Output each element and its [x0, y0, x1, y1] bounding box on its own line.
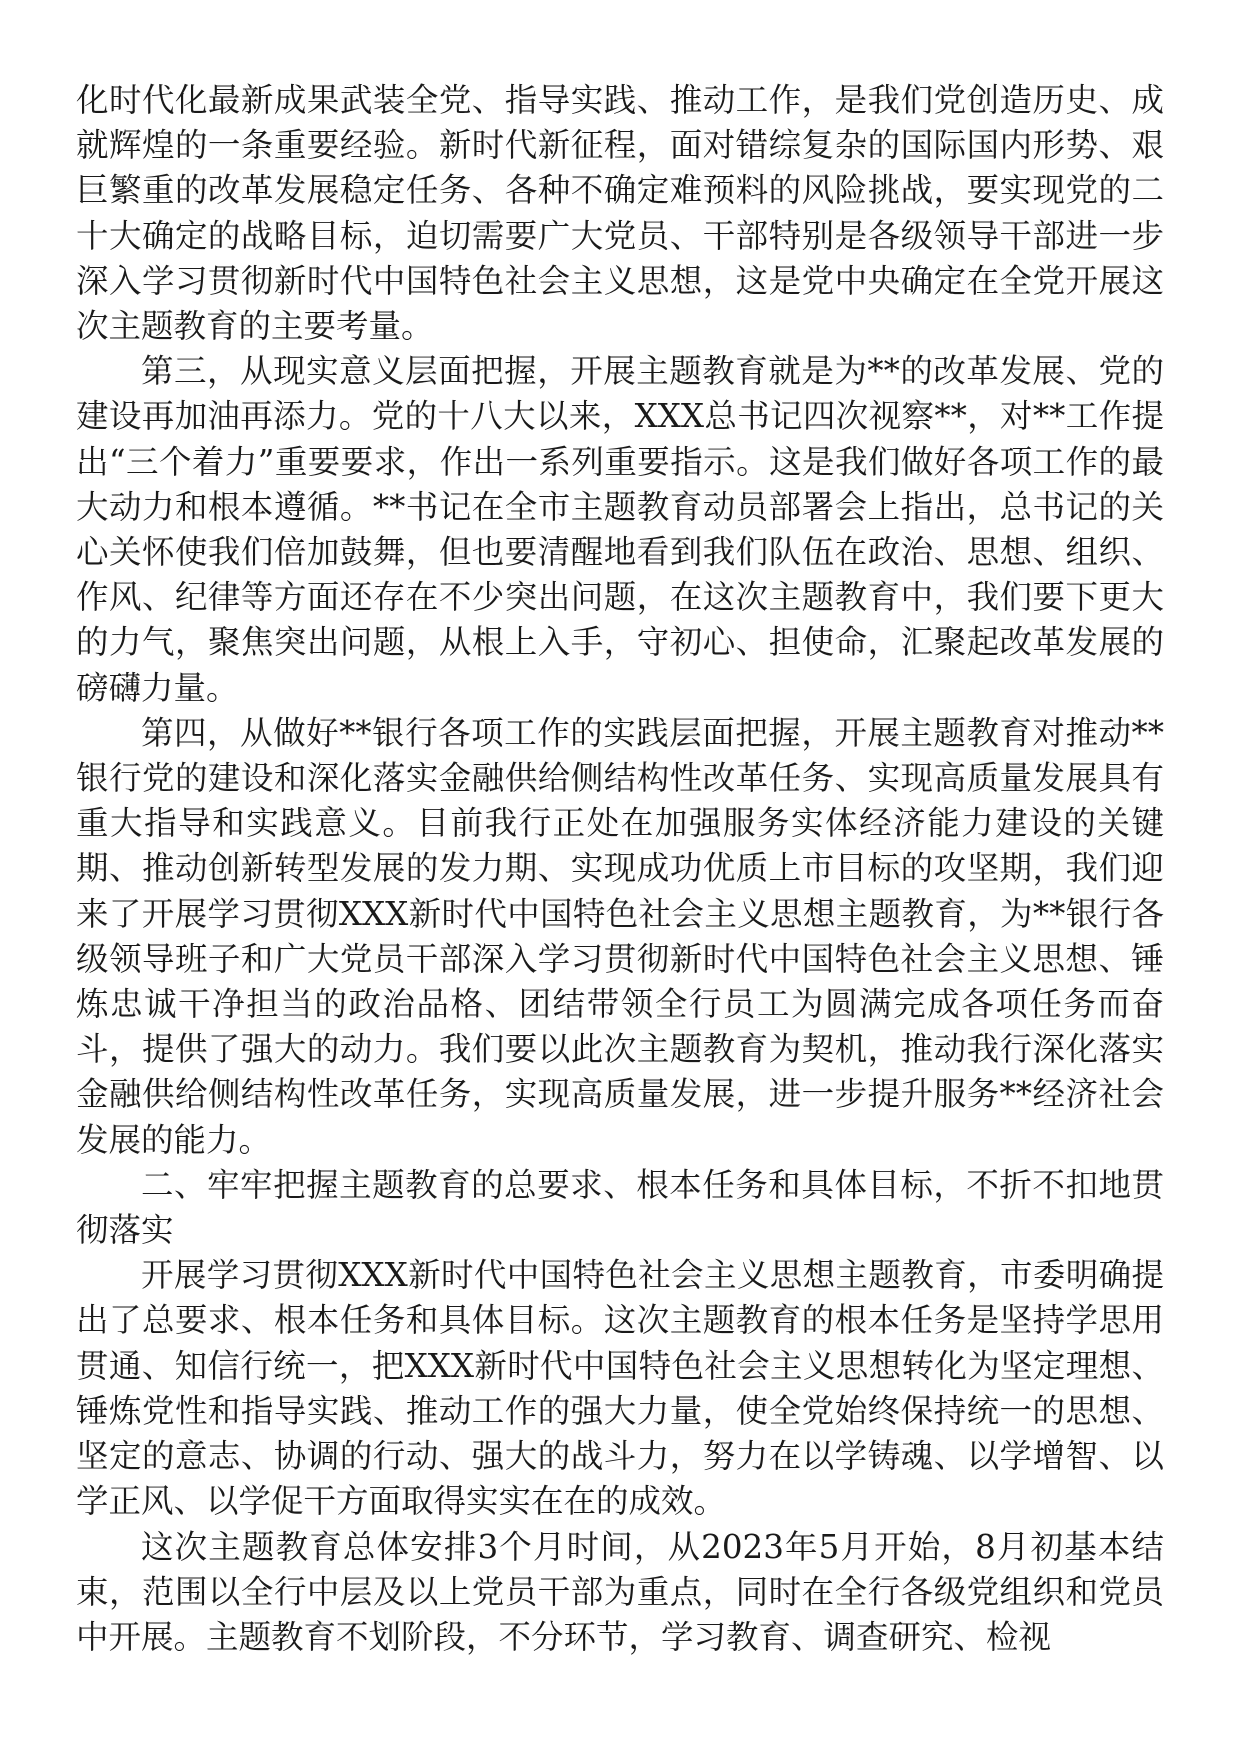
paragraph-third-point: 第三，从现实意义层面把握，开展主题教育就是为**的改革发展、党的建设再加油再添力。党的十八大以来，XXX总书记四次视察**，对**工作提出“三个着力”重要要求，作出一系列重要指示。这是我们做好各项工作的最大动力和根本遵循。**书记在全市主题教育动员部署会上指出，总书记的关心关怀使我们倍加鼓舞，但也要清醒地看到我们队伍在政治、思想、组织、作风、纪律等方面还存在不少突出问题，在这次主题教育中，我们要下更大的力气，聚焦突出问题，从根上入手，守初心、担使命，汇聚起改革发展的磅礴力量。 — [76, 352, 1164, 707]
document-page — [76, 78, 1164, 1660]
paragraph-requirements: 开展学习贯彻XXX新时代中国特色社会主义思想主题教育，市委明确提出了总要求、根本任务和具体目标。这次主题教育的根本任务是坚持学思用贯通、知信行统一，把XXX新时代中国特色社会主义思想转化为坚定理想、锤炼党性和指导实践、推动工作的强大力量，使全党始终保持统一的思想、坚定的意志、协调的行动、强大的战斗力，努力在以学铸魂、以学增智、以学正风、以学促干方面取得实实在在的成效。 — [76, 1256, 1164, 1521]
section-heading-two: 二、牢牢把握主题教育的总要求、根本任务和具体目标，不折不扣地贯彻落实 — [76, 1165, 1164, 1250]
paragraph-fourth-point: 第四，从做好**银行各项工作的实践层面把握，开展主题教育对推动**银行党的建设和深化落实金融供给侧结构性改革任务、实现高质量发展具有重大指导和实践意义。目前我行正处在加强服务实体经济能力建设的关键期、推动创新转型发展的发力期、实现成功优质上市目标的攻坚期，我们迎来了开展学习贯彻XXX新时代中国特色社会主义思想主题教育，为**银行各级领导班子和广大党员干部深入学习贯彻新时代中国特色社会主义思想、锤炼忠诚干净担当的政治品格、团结带领全行员工为圆满完成各项任务而奋斗，提供了强大的动力。我们要以此次主题教育为契机，推动我行深化落实金融供给侧结构性改革任务，实现高质量发展，进一步提升服务**经济社会发展的能力。 — [76, 713, 1164, 1159]
paragraph-schedule: 这次主题教育总体安排3个月时间，从2023年5月开始，8月初基本结束，范围以全行中层及以上党员干部为重点，同时在全行各级党组织和党员中开展。主题教育不划阶段，不分环节，学习教育、调查研究、检视 — [76, 1527, 1164, 1656]
paragraph-continued: 化时代化最新成果武装全党、指导实践、推动工作，是我们党创造历史、成就辉煌的一条重要经验。新时代新征程，面对错综复杂的国际国内形势、艰巨繁重的改革发展稳定任务、各种不确定难预料的风险挑战，要实现党的二十大确定的战略目标，迫切需要广大党员、干部特别是各级领导干部进一步深入学习贯彻新时代中国特色社会主义思想，这是党中央确定在全党开展这次主题教育的主要考量。 — [76, 81, 1164, 346]
